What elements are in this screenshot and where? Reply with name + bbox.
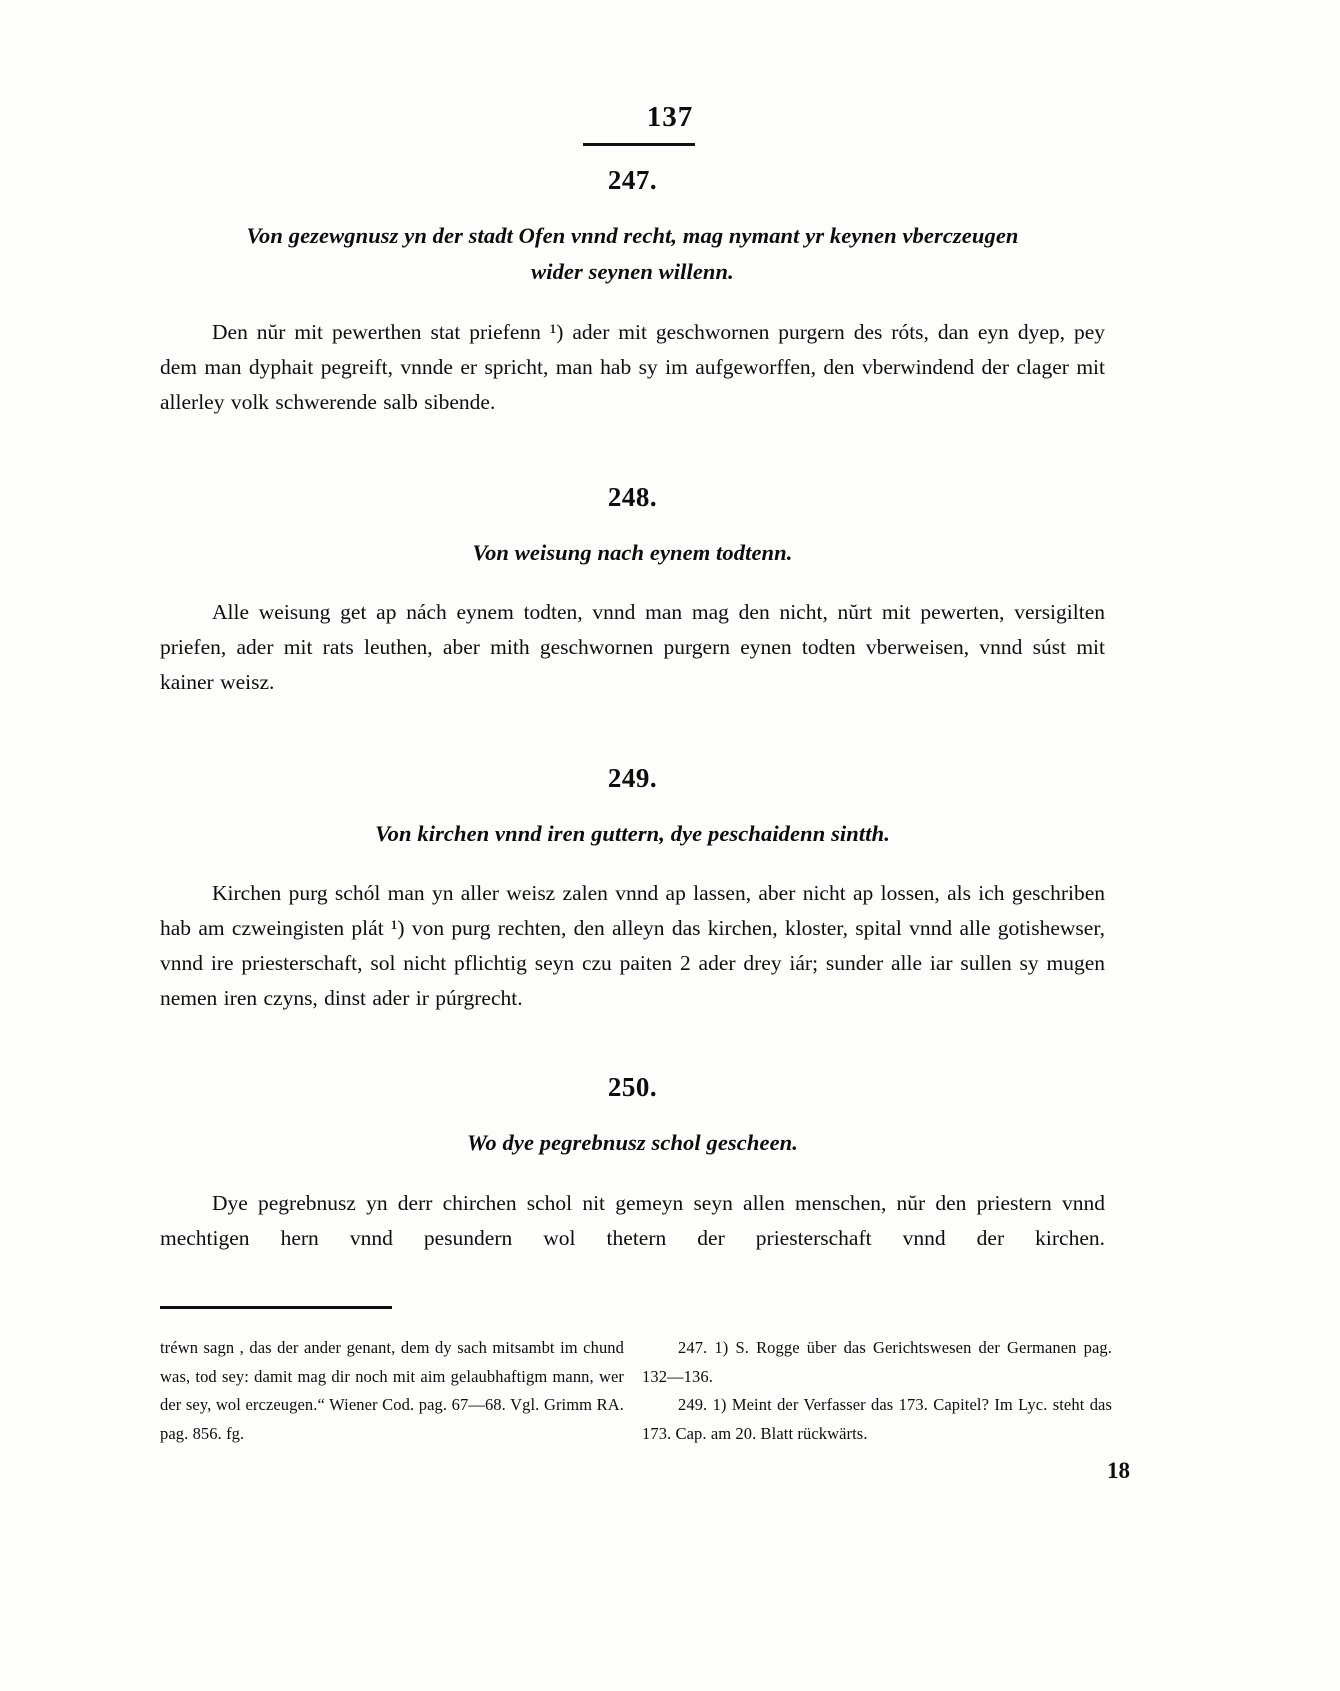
section-spacer [160, 1016, 1105, 1072]
section-number-247: 247. [607, 165, 658, 195]
footnote-entry-249: 249. 1) Meint der Verfasser das 173. Capitel? Im Lyc. steht das 173. Cap. am 20. Blatt rückwärts. [642, 1395, 1112, 1444]
footnote-column-left [160, 1334, 624, 1449]
section-title-248-line1: Von weisung nach eynem todtenn. [472, 539, 793, 565]
section-body-248: Alle weisung get ap nách eynem todten, vnnd man mag den nicht, nŭrt mit pewerten, versigilten priefen, ader mit rats leuthen, aber mith geschwornen purgern eynen todten vberweisen, vnnd súst mit kainer weisz. [160, 600, 1105, 695]
section-title-248 [160, 535, 1105, 571]
section-title-250 [160, 1125, 1105, 1161]
section-spacer [160, 701, 1105, 763]
section-title-247-line2: wider seynen willenn. [531, 259, 734, 285]
running-head [0, 103, 1340, 132]
sheet-signature: 18 [1107, 1458, 1130, 1483]
section-247 [160, 165, 1105, 420]
section-title-247 [160, 218, 1105, 291]
section-title-250-line1: Wo dye pegrebnusz schol gescheen. [467, 1130, 798, 1156]
section-body-249: Kirchen purg schól man yn aller weisz zalen vnnd ap lassen, aber nicht ap lossen, als ich geschriben hab am czweingisten plát ¹) von purg rechten, den alleyn das kirchen, kloster, spital vnnd alle gotishewser, vnnd ire priesterschaft, sol nicht pflichtig seyn czu paiten 2 ader drey iár; sunder alle iar sullen sy mugen nemen iren czyns, dinst ader ir púrgrecht. [160, 880, 1105, 1011]
section-title-247-line1: Von gezewgnusz yn der stadt Ofen vnnd recht, mag nymant yr keynen vberczeugen [246, 223, 1019, 248]
footnote-area [160, 1334, 1112, 1449]
section-title-249-line1: Von kirchen vnnd iren guttern, dye peschaidenn sintth. [375, 820, 890, 846]
folio-rule [583, 143, 695, 146]
section-title-249 [160, 816, 1105, 852]
section-250 [160, 1072, 1105, 1256]
footnote-entry-247: 247. 1) S. Rogge über das Gerichtswesen der Germanen pag. 132—136. [642, 1338, 1112, 1386]
section-spacer [160, 420, 1105, 482]
main-text-column [160, 165, 1105, 1256]
footnote-column-right [642, 1334, 1112, 1449]
section-body-247: Den nŭr mit pewerthen stat priefenn ¹) ader mit geschwornen purgern des róts, dan eyn dyep, pey dem man dyphait pegreift, vnnde er spricht, man hab sy im aufgeworffen, den vberwindend der clager mit allerley volk schwerende salb sibende. [160, 319, 1105, 414]
section-number-249: 249. [607, 762, 658, 793]
footnote-separator-rule [160, 1306, 392, 1309]
section-248 [160, 482, 1105, 701]
section-body-250: Dye pegrebnusz yn derr chirchen schol nit gemeyn seyn allen menschen, nŭr den priestern vnnd mechtigen hern vnnd pesundern wol thetern der priesterschaft vnnd der kirchen. [160, 1190, 1105, 1250]
section-249 [160, 763, 1105, 1017]
folio-number: 137 [646, 101, 694, 133]
section-number-250: 250. [607, 1072, 658, 1103]
section-number-248: 248. [607, 481, 658, 512]
footnote-entry: tréwn sagn , das der ander genant, dem dy sach mitsambt im chund was, tod sey: damit mag dir noch mit aim gelaubhaftigm mann, wer der sey, wol erczeugen.“ Wiener Cod. pag. 67—68. Vgl. Grimm RA. pag. 856. fg. [160, 1338, 624, 1444]
